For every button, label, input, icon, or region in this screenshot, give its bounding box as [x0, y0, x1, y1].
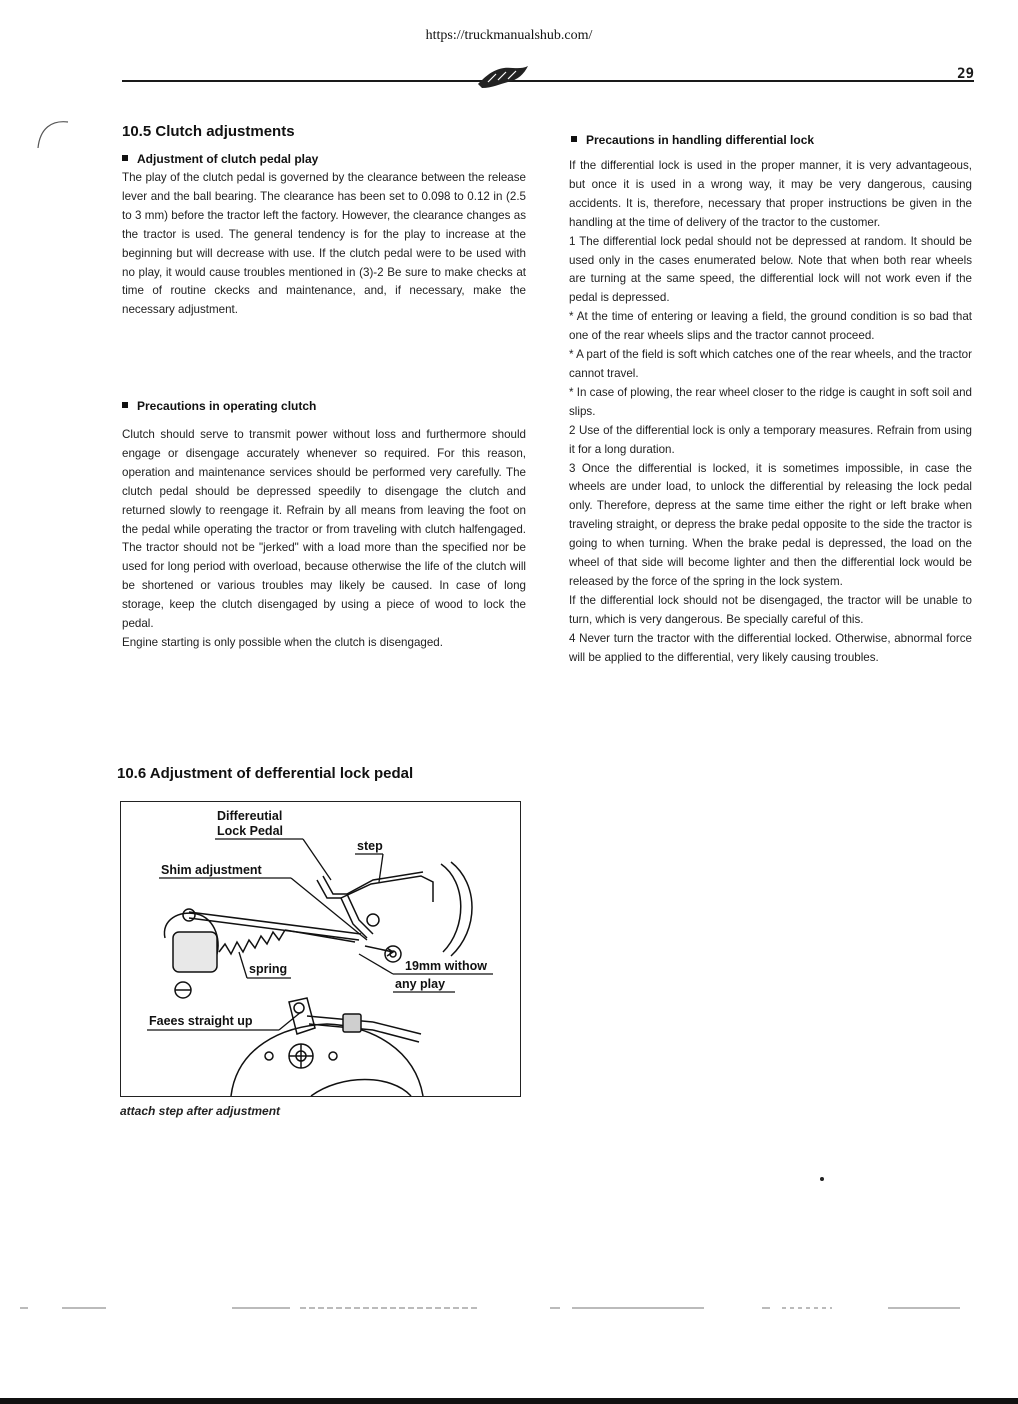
- diff-case-2: * A part of the field is soft which catches one of the rear wheels, and the tractor cannot travel.: [569, 348, 972, 380]
- label-pedal-line1: Differeutial: [217, 809, 283, 823]
- subheading-differential-lock: Precautions in handling differential lock: [571, 133, 814, 147]
- diff-intro: If the differential lock is used in the proper manner, it is very advantageous, but once it is used in a wrong way, it may be very dangerous, causing accidents. It is, therefore, necessary that proper instructions be given in the handling at the time of delivery of the tractor to the customer.: [569, 159, 972, 229]
- label-play-line1: 19mm withow: [405, 959, 487, 973]
- subheading-clutch-play: Adjustment of clutch pedal play: [122, 152, 318, 166]
- diagram-drawing: [121, 802, 520, 1096]
- diff-point-3: 3 Once the differential is locked, it is sometimes impossible, in case the wheels are under load, to unlock the differential by releasing the lock pedal only. Therefore, depress at the same time either the right or left brake when traveling straight, or depress the brake pedal opposite to the side the tractor is going to when turning. When the brake pedal is depressed, the load on the wheel of that side will become lighter and then the differential lock would be released by the force of the spring in the lock system.: [569, 461, 972, 588]
- bullet-icon: [571, 136, 577, 142]
- scan-footer-marks: [0, 1300, 1018, 1320]
- bottom-scan-bar: [0, 1398, 1018, 1404]
- diff-case-3: * In case of plowing, the rear wheel closer to the ridge is caught in soft soil and slips.: [569, 385, 972, 418]
- source-url: https://truckmanualshub.com/: [425, 28, 593, 43]
- diff-point-4: 4 Never turn the tractor with the differential locked. Otherwise, abnormal force will be applied to the differential, very likely causing troubles.: [569, 631, 972, 664]
- label-shim: Shim adjustment: [161, 863, 262, 877]
- diff-point-3-note: If the differential lock should not be disengaged, the tractor will be unable to turn, which is very dangerous. Be specially careful of this.: [569, 593, 972, 626]
- scan-dot: [820, 1177, 824, 1181]
- header-emblem-icon: [474, 62, 532, 92]
- bullet-icon: [122, 155, 128, 161]
- scan-mark: [32, 118, 72, 158]
- bullet-icon: [122, 402, 128, 408]
- label-step: step: [357, 839, 383, 853]
- header-rule: [122, 80, 974, 82]
- section-title-clutch: 10.5 Clutch adjustments: [122, 123, 295, 140]
- label-pedal-line2: Lock Pedal: [217, 824, 283, 838]
- subheading-operating-clutch: Precautions in operating clutch: [122, 399, 316, 413]
- diff-case-1: * At the time of entering or leaving a field, the ground condition is so bad that one of the rear wheels slips and the tractor cannot proceed.: [569, 310, 972, 343]
- paragraph-differential-lock: [569, 157, 972, 667]
- page-number: 29: [957, 66, 974, 82]
- label-spring: spring: [249, 962, 288, 976]
- section-title-differential: 10.6 Adjustment of defferential lock pedal: [117, 765, 414, 782]
- differential-lock-diagram: [120, 801, 521, 1097]
- figure-caption: attach step after adjustment: [120, 1104, 281, 1118]
- paragraph-clutch-play: The play of the clutch pedal is governed by the clearance between the release lever and the ball bearing. The clearance has been set to 0.098 to 0.12 in (2.5 to 3 mm) before the tractor left the factory. However, the clearance changes as the tractor is used. The general tendency is for the play to increase at the beginning but will decrease with use. If the clutch pedal were to be used with no play, it would cause troubles mentioned in (3)-2 Be sure to make checks at time of routine ckecks and maintenance, and, if necessary, make the necessary adjustment.: [122, 171, 526, 317]
- label-faces: Faees straight up: [149, 1014, 253, 1028]
- diff-point-2: 2 Use of the differential lock is only a temporary measures. Refrain from using it for a long duration.: [569, 423, 972, 456]
- label-play-line2: any play: [395, 977, 446, 991]
- paragraph-operating-clutch: Clutch should serve to transmit power without loss and furthermore should engage or disengage accurately whenever so required. For this reason, operation and maintenance services should be performed very carefully. The clutch pedal should be depressed speedily to disengage the clutch and returned slowly to reengage it. Refrain by all means from leaving the foot on the pedal while operating the tractor or from traveling with clutch halfengaged. The tractor should not be "jerked" with a load more than the specified nor be used for long period with overload, because otherwise the life of the clutch will be shortened or various troubles may likely be caused. In case of long storage, keep the clutch disengaged by using a piece of wood to lock the pedal. Engine starting is only possible when the clutch is disengaged.: [122, 428, 526, 649]
- diff-point-1: 1 The differential lock pedal should not be depressed at random. It should be used only in the cases enumerated below. Note that when both rear wheels are turning at the same speed, the differential lock will not work even if the pedal is depressed.: [569, 234, 972, 305]
